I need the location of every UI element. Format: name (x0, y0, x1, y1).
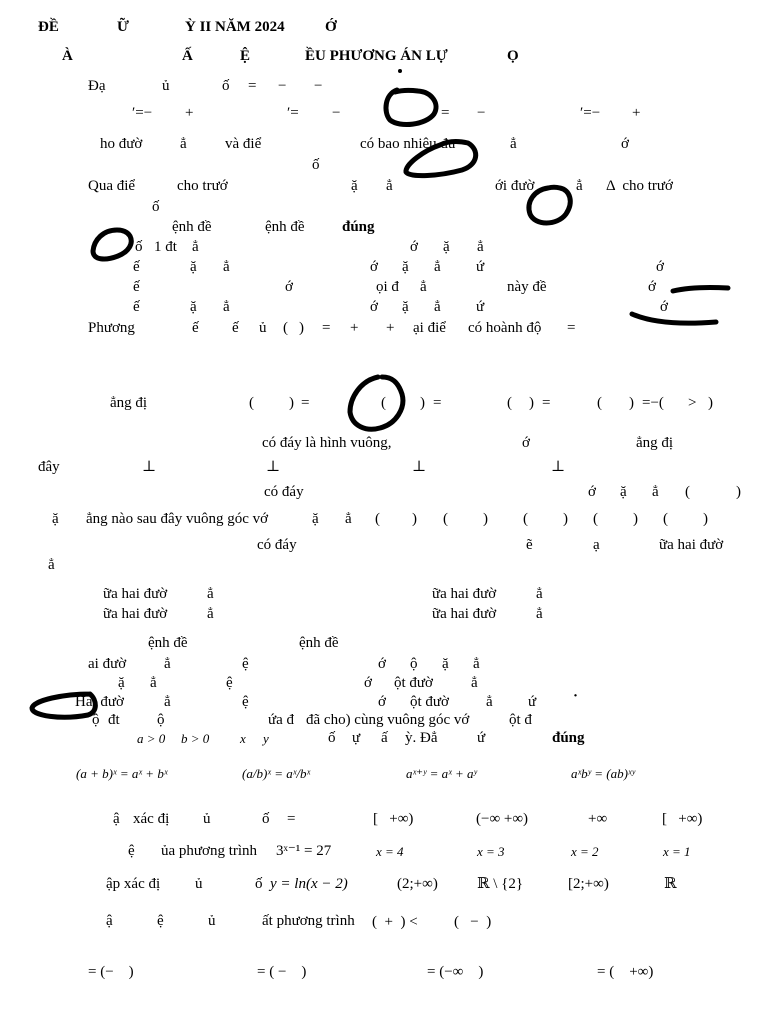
q6-option-b: = (433, 395, 442, 411)
q10-option-b: ặ (118, 675, 125, 691)
q4-option-b: ế (133, 259, 140, 275)
q3-stem: Qua điể (88, 178, 136, 194)
q14-function: y = ln(x − 2) (270, 876, 348, 892)
q11-stem: a > 0 (137, 731, 166, 746)
q15-stem: ủ (208, 913, 216, 929)
q10-option-d: ột đ (509, 712, 532, 728)
q6-option-d: > (688, 395, 697, 411)
q6-stem: ẳng đị (110, 395, 148, 411)
q10-option-c: Hai đườ (75, 694, 124, 710)
q8-option-a: ) (483, 511, 488, 527)
q2-stem: ẳ (510, 136, 517, 152)
q12-stem: ủ (203, 811, 211, 827)
q8-option-b: ( (523, 511, 528, 527)
q8-stem-line2: ặ (312, 511, 319, 527)
q4-option-c: ớ (648, 279, 656, 295)
q9-option-d: ữa hai đườ (432, 606, 497, 622)
q1-option-c: = (441, 105, 450, 121)
q6-option-a: ( (249, 395, 254, 411)
q10-option-a: ệ (242, 656, 249, 672)
q4-option-c: này đề (507, 279, 547, 295)
q5-stem: + (350, 320, 359, 336)
q13-option-d: x = 1 (663, 844, 691, 859)
q12-option-b: (−∞ +∞) (476, 811, 529, 827)
q4-option-c: ế (133, 279, 140, 295)
q10-option-b: ẳ (471, 675, 478, 691)
q4-option-d: ẳ (223, 299, 230, 315)
header-subtitle-part: Ệ (240, 48, 251, 64)
q4-option-d: ế (133, 299, 140, 315)
q2-stem: có bao nhiêu đư (360, 136, 457, 152)
q4-option-d: ớ (660, 299, 668, 315)
q7-stem: ớ (522, 435, 530, 451)
q2-stem: ẳ (180, 136, 187, 152)
q5-stem: = (567, 320, 576, 336)
q14-option-b: ℝ \ {2} (477, 876, 524, 892)
pen-dot-mark (398, 69, 402, 73)
q15-inequality: ( + ) < (372, 914, 418, 930)
q10-stem: ệnh đề (148, 635, 188, 651)
q4-option-b: ớ (656, 259, 664, 275)
q9-option-b: ẳ (536, 586, 543, 602)
q5-stem: ế (192, 320, 199, 336)
q8-stem: ) (736, 484, 741, 500)
header-title-part: Ớ (325, 19, 337, 35)
q15-stem: ậ (106, 913, 113, 929)
q1-stem: − (278, 78, 287, 94)
q11-option-b: (a/b)ˣ = aˣ/bˣ (242, 766, 311, 781)
q6-option-b: ) (420, 395, 425, 411)
q13-option-c: x = 2 (571, 844, 599, 859)
q8-stem: ặ (620, 484, 627, 500)
q4-stem: ệnh đề (172, 219, 212, 235)
q4-option-b: ẳ (223, 259, 230, 275)
q10-option-c: ớ (378, 694, 386, 710)
q10-option-a: ớ (378, 656, 386, 672)
q10-stem: ệnh đề (299, 635, 339, 651)
q9-option-a: ẳ (207, 586, 214, 602)
q10-option-a: ộ (410, 656, 418, 672)
q13-equation: 3ˣ⁻¹ = 27 (276, 843, 332, 859)
q4-option-a: ặ (443, 239, 450, 255)
q10-option-b: ẳ (150, 675, 157, 691)
q16-option-b: = ( − ) (257, 964, 307, 980)
q13-stem: ệ (128, 843, 135, 859)
q11-stem: y (263, 731, 269, 746)
q14-stem: ủ (195, 876, 203, 892)
q2-stem: và điể (225, 136, 262, 152)
q6-option-d: ) (708, 395, 713, 411)
q8-stem-line2: ẳ (345, 511, 352, 527)
q10-option-a: ai đườ (88, 656, 127, 672)
q7-stem: ẳng đị (636, 435, 674, 451)
q3-stem: cho trướ (177, 178, 228, 194)
q9-option-c: ữa hai đườ (103, 606, 168, 622)
q4-option-a: ố (135, 239, 143, 255)
q11-stem: ỳ. Đẳ (405, 730, 438, 746)
q12-option-d: [ +∞) (662, 811, 703, 827)
q5-stem: ủ (259, 320, 267, 336)
q5-stem: = (322, 320, 331, 336)
q11-stem: x (240, 731, 246, 746)
q11-stem: ố (328, 730, 336, 746)
q11-stem: ấ (381, 730, 388, 746)
q5-stem: ( (283, 320, 288, 336)
q12-stem: xác đị (133, 811, 170, 827)
header-title-part: ĐỀ (38, 19, 59, 35)
header-title-part: Ữ (117, 19, 129, 35)
q9-stem-line2: ẳ (48, 557, 55, 573)
q4-option-d: ứ (476, 299, 485, 315)
header-subtitle-part: ỀU PHƯƠNG ÁN LỰ (305, 48, 448, 64)
pen-underline-mark (632, 314, 716, 323)
q14-stem: ập xác đị (106, 876, 161, 892)
q6-option-b: ( (381, 395, 386, 411)
q4-stem: ệnh đề (265, 219, 305, 235)
q8-option-c: ( (593, 511, 598, 527)
q4-option-d: ớ (370, 299, 378, 315)
q9-option-d: ẳ (536, 606, 543, 622)
q13-option-b: x = 3 (477, 844, 505, 859)
q10-option-d: ộ (157, 712, 165, 728)
q10-option-d: ứa đ (268, 712, 295, 728)
q9-stem: ữa hai đườ (659, 537, 724, 553)
q11-stem: ứ (477, 730, 486, 746)
q4-option-d: ặ (190, 299, 197, 315)
q10-option-d: ộ (92, 712, 100, 728)
q12-stem: ậ (113, 811, 120, 827)
q1-stem: = (248, 78, 257, 94)
q8-stem-line2: ặ (52, 511, 59, 527)
q12-option-a: [ +∞) (373, 811, 414, 827)
q11-stem-emphasis: đúng (552, 730, 585, 746)
q15-stem: ệ (157, 913, 164, 929)
q1-stem: ủ (162, 78, 170, 94)
q11-option-d: aˣbʸ = (ab)ˣʸ (571, 766, 635, 781)
q4-option-a: 1 đt (154, 239, 177, 255)
q16-option-c: = (−∞ ) (427, 964, 484, 980)
q3-stem: ẳ (386, 178, 393, 194)
q7-stem-line2: đây (38, 459, 60, 475)
q12-stem: = (287, 811, 296, 827)
q10-option-c: ẳ (486, 694, 493, 710)
q6-option-c: = (542, 395, 551, 411)
q9-option-a: ữa hai đườ (103, 586, 168, 602)
q7-option-c: ⊥ (412, 459, 427, 475)
q11-stem: b > 0 (181, 731, 210, 746)
q4-option-d: ặ (402, 299, 409, 315)
q4-option-c: ẳ (420, 279, 427, 295)
pen-circle-mark (529, 187, 570, 223)
q16-option-d: = ( +∞) (597, 964, 654, 980)
q7-option-a: ⊥ (142, 459, 157, 475)
q1-option-b: − (332, 105, 341, 121)
q14-option-c: [2;+∞) (568, 876, 609, 892)
q3-stem-line2: ố (152, 199, 160, 215)
q15-stem: ất phương trình (262, 913, 355, 929)
q15-inequality: ( − ) (454, 914, 492, 930)
q8-option-d: ) (703, 511, 708, 527)
q7-option-b: ⊥ (266, 459, 281, 475)
q6-option-a: = (301, 395, 310, 411)
q14-option-d: ℝ (664, 876, 677, 892)
q6-option-d: =−( (642, 395, 664, 411)
q4-option-b: ứ (476, 259, 485, 275)
q14-stem: ố (255, 876, 263, 892)
q10-option-c: ẳ (164, 694, 171, 710)
q5-stem: ) (299, 320, 304, 336)
q8-option-d: ( (663, 511, 668, 527)
q6-option-d: ) (629, 395, 634, 411)
q1-stem: ố (222, 78, 230, 94)
q1-option-a: ′=− (132, 105, 153, 121)
q5-stem: ại điể (413, 320, 446, 336)
q8-option-c: ) (633, 511, 638, 527)
q8-stem-line2: ẳng nào sau đây vuông góc vớ (86, 511, 269, 527)
q3-stem: Δ cho trướ (606, 178, 673, 194)
q4-option-b: ẳ (434, 259, 441, 275)
q6-option-c: ) (529, 395, 534, 411)
q9-stem: có đáy (257, 537, 297, 553)
q4-option-c: ớ (285, 279, 293, 295)
q4-option-a: ẳ (192, 239, 199, 255)
q8-stem: có đáy (264, 484, 304, 500)
q8-option-a: ( (443, 511, 448, 527)
q11-stem: ự (352, 730, 361, 746)
q3-stem: ặ (351, 178, 358, 194)
q1-option-d: ′=− (580, 105, 601, 121)
q10-dot: · (573, 688, 579, 704)
q4-option-a: ẳ (477, 239, 484, 255)
q9-stem: ạ (593, 537, 600, 553)
q4-option-b: ặ (402, 259, 409, 275)
q5-stem: Phương (88, 320, 135, 336)
q4-option-a: ớ (410, 239, 418, 255)
q2-stem-line2: ố (312, 157, 320, 173)
q4-option-c: ọi đ (376, 279, 399, 295)
pen-circle-mark (350, 377, 403, 429)
q4-option-b: ớ (370, 259, 378, 275)
q6-option-d: ( (597, 395, 602, 411)
q10-option-c: ột đườ (410, 694, 449, 710)
q11-option-c: aˣ⁺ʸ = aˣ + aʸ (406, 766, 477, 781)
pen-circle-mark (386, 90, 436, 125)
q12-stem: ố (262, 811, 270, 827)
q10-option-a: ẳ (473, 656, 480, 672)
q7-stem: có đáy là hình vuông, (262, 435, 392, 451)
q9-option-b: ữa hai đườ (432, 586, 497, 602)
pen-circle-mark (93, 230, 131, 259)
q1-option-a: + (185, 105, 194, 121)
q13-stem: ủa phương trình (161, 843, 258, 859)
q8-stem-line2: ) (412, 511, 417, 527)
q10-option-a: ặ (442, 656, 449, 672)
q13-option-a: x = 4 (376, 844, 404, 859)
q16-option-a: = (− ) (88, 964, 134, 980)
q10-option-c: ứ (528, 694, 537, 710)
q8-stem: ( (685, 484, 690, 500)
q4-option-d: ẳ (434, 299, 441, 315)
pen-underline-mark (673, 287, 728, 291)
q9-option-c: ẳ (207, 606, 214, 622)
q2-stem: ớ (621, 136, 629, 152)
q8-stem: ớ (588, 484, 596, 500)
q12-option-c: +∞ (588, 811, 608, 827)
header-subtitle-part: Ọ (507, 48, 519, 64)
q1-option-d: + (632, 105, 641, 121)
q4-option-b: ặ (190, 259, 197, 275)
header-subtitle-part: Ấ (182, 48, 193, 64)
q7-option-d: ⊥ (551, 459, 566, 475)
q10-option-b: ệ (226, 675, 233, 691)
q8-option-b: ) (563, 511, 568, 527)
q5-stem: + (386, 320, 395, 336)
q10-option-c: ệ (242, 694, 249, 710)
q10-option-d: đã cho) cùng vuông góc vớ (306, 712, 470, 728)
q3-stem: ới đườ (495, 178, 535, 194)
q8-stem: ẳ (652, 484, 659, 500)
q6-option-a: ) (289, 395, 294, 411)
q5-stem: có hoành độ (468, 320, 542, 336)
q14-option-a: (2;+∞) (397, 876, 438, 892)
q3-stem: ẳ (576, 178, 583, 194)
header-title-part: Ỳ II NĂM 2024 (185, 19, 285, 35)
q9-stem: ẽ (526, 537, 533, 553)
q10-option-b: ớ (364, 675, 372, 691)
q10-option-a: ẳ (164, 656, 171, 672)
header-subtitle-part: À (62, 48, 73, 64)
q4-stem-emphasis: đúng (342, 219, 375, 235)
q10-option-d: đt (108, 712, 120, 728)
q1-stem: − (314, 78, 323, 94)
q11-option-a: (a + b)ˣ = aˣ + bˣ (76, 766, 168, 781)
q8-stem-line2: ( (375, 511, 380, 527)
q1-stem: Đạ (88, 78, 106, 94)
q6-option-c: ( (507, 395, 512, 411)
q5-stem: ế (232, 320, 239, 336)
q1-option-c: − (477, 105, 486, 121)
q2-stem: ho đườ (100, 136, 143, 152)
q1-option-b: ′= (287, 105, 299, 121)
q10-option-b: ột đườ (394, 675, 433, 691)
